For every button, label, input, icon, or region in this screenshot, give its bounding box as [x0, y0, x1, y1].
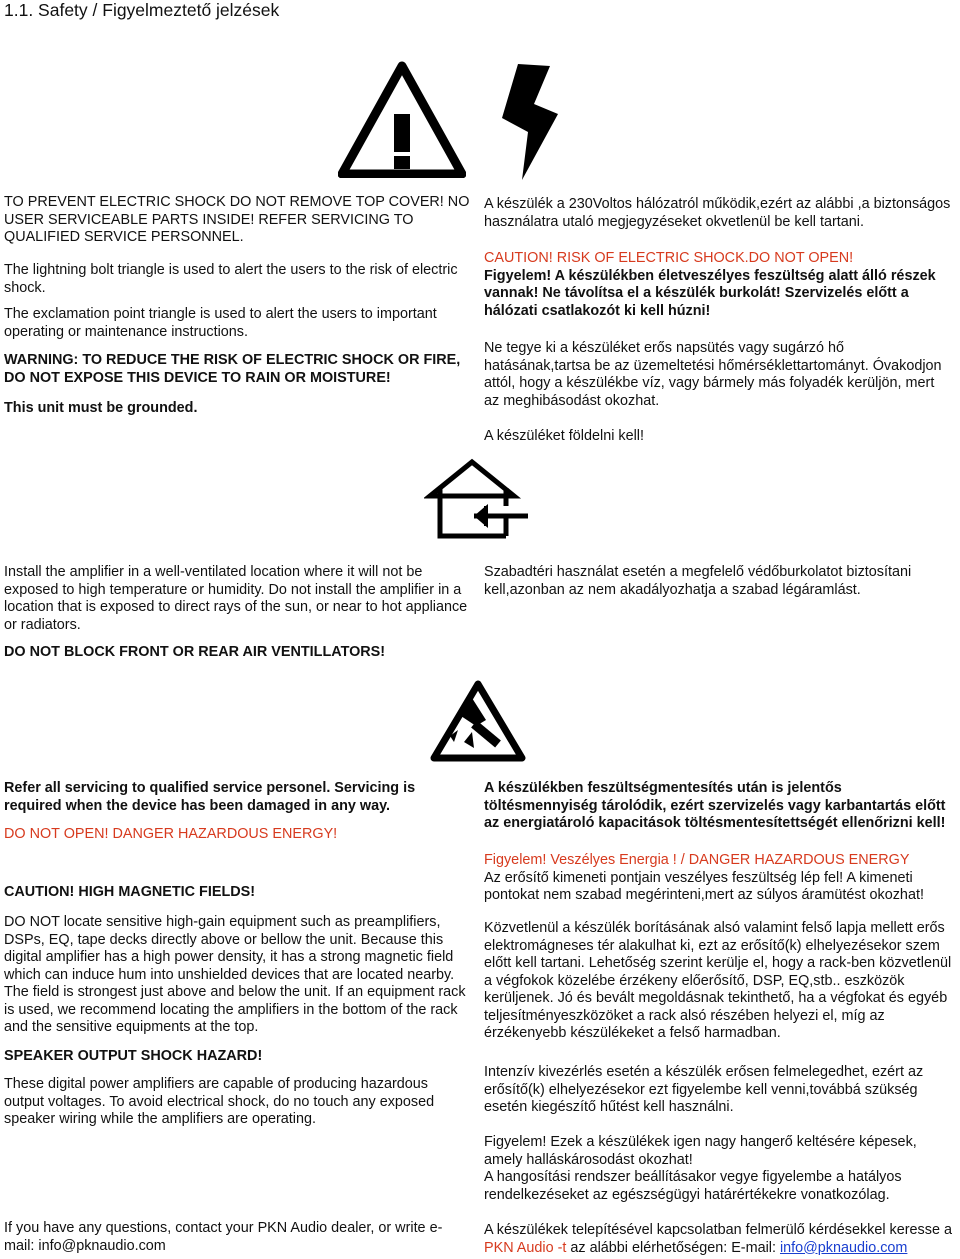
contact-hu: [484, 1222, 952, 1257]
contact-hu-mid: az alábbi elérhetőségen: E-mail:: [570, 1239, 776, 1256]
warning-exclamation-icon: [338, 60, 466, 178]
heat-text: Intenzív kivezérlés esetén a készülék erősen felmelegedhet, ezért az erősítő(k) elhelyezésekor ezt figyelembe kell venni,továbbá szükség esetén kiegészítő hűtést kell használni.: [484, 1064, 924, 1115]
hot-surface-warning-icon: [428, 678, 528, 762]
contact-hu-pre: A készülékek telepítésével kapcsolatban felmerülő kérdésekkel keresse a: [484, 1222, 952, 1238]
loudness-warning: Figyelem! Ezek a készülékek igen nagy hangerő keltésére képesek, amely halláskárosodást okozhat!: [484, 1134, 917, 1168]
install-instructions: Install the amplifier in a well-ventilated location where it will not be exposed to high temperature or humidity. Do not install the amplifier in a location that is exposed to direct rays of the sun, or near to hot appliance or radiators.: [4, 564, 468, 633]
sun-heat-text: Ne tegye ki a készüléket erős napsütés vagy sugárzó hő hatásának,tartsa be az üzemeltetési hőmérséklettartományt. Óvakodjon attól, hogy a készülékbe víz, vagy bármely más folyadék kerüljön, mert az meghibásodást okozhat.: [484, 340, 942, 409]
output-voltage-text: Az erősítő kimeneti pontjain veszélyes feszültség lép fel! A kimeneti pontokat nem szabad megérinteni,mert az súlyos áramütést okozhat!: [484, 869, 924, 903]
page-title: 1.1. Safety / Figyelmeztető jelzések: [4, 0, 280, 20]
do-not-block-warning: DO NOT BLOCK FRONT OR REAR AIR VENTILLATORS!: [4, 644, 386, 660]
speaker-hazard-text: These digital power amplifiers are capable of producing hazardous output voltages. To avoid electrical shock, do no touch any exposed speaker wiring while the amplifiers are operating.: [4, 1076, 435, 1127]
contact-info: If you have any questions, contact your PKN Audio dealer, or write e-mail: info@pknaudio.com: [4, 1220, 443, 1254]
magnetic-fields-title: CAUTION! HIGH MAGNETIC FIELDS!: [4, 884, 256, 900]
exclamation-description: The exclamation point triangle is used to alert the users to important operating or maintenance instructions.: [4, 306, 437, 340]
speaker-hazard-title: SPEAKER OUTPUT SHOCK HAZARD!: [4, 1048, 263, 1064]
shock-cover-warning: TO PREVENT ELECTRIC SHOCK DO NOT REMOVE TOP COVER! NO USER SERVICEABLE PARTS INSIDE! REFER SERVICING TO QUALIFIED SERVICE PERSONNEL.: [4, 194, 470, 245]
loudness-regulation: A hangosítási rendszer beállításakor vegye figyelembe a hatályos rendelkezéseket az egészségügyi határértékekre vonatkozólag.: [484, 1169, 902, 1203]
stored-charge-warning: A készülékben feszültségmentesítés után is jelentős töltésmennyiség tárolódik, ezért szervizelés vagy karbantartás előtt az energiatároló kapacitások töltésmentesítettségét ellenőrizni kell!: [484, 780, 946, 831]
em-field-text: Közvetlenül a készülék borításának alsó valamint felső lapja mellett erős elektromágneses tér alakulhat ki, ezt az erősítő(k) elhelyezésekor szem előtt kell tartani. Lehetőség szerint kerülje el, hogy a rack-ben közvetlenül a végfokok közelébe érzékeny előerősítő, DSP, EQ,stb.. eszközök kerüljenek. Jó és bevált megoldásnak tekinthető, ha a végfokat és egyéb teljesítményeszközöket a rack alsó részében helyezi el, míg az érzékenyebb készülékeket a felső harmadban.: [484, 920, 952, 1041]
contact-brand: PKN Audio -t: [484, 1239, 567, 1256]
rain-moisture-warning: WARNING: TO REDUCE THE RISK OF ELECTRIC SHOCK OR FIRE, DO NOT EXPOSE THIS DEVICE TO RAIN OR MOISTURE!: [4, 352, 461, 386]
figyelem-shock: Figyelem! A készülékben életveszélyes feszültség alatt álló részek vannak! Ne távolítsa el a készülék burkolát! Szervizelés előtt a hálózati csatlakozót ki kell húzni!: [484, 267, 936, 319]
caution-shock-red: CAUTION! RISK OF ELECTRIC SHOCK.DO NOT OPEN!: [484, 250, 854, 266]
email-link[interactable]: info@pknaudio.com: [779, 1239, 908, 1256]
magnetic-fields-text: DO NOT locate sensitive high-gain equipment such as preamplifiers, DSPs, EQ, tape decks directly above or bellow the unit. Because this digital amplifier has a high power density, it has a strong magnetic field which can induce hum into unshielded devices that are located nearby. The field is strongest just above and below the unit. If an equipment rack is used, we recommend locating the amplifiers in the bottom of the rack and the sensitive equipments at the top.: [4, 914, 466, 1035]
ground-house-icon: [424, 458, 534, 540]
foldelni-notice: A készüléket földelni kell!: [484, 428, 644, 444]
grounded-notice: This unit must be grounded.: [4, 400, 198, 416]
lightning-bolt-icon: [498, 62, 568, 182]
do-not-open-warning: DO NOT OPEN! DANGER HAZARDOUS ENERGY!: [4, 826, 338, 842]
danger-energy-red: Figyelem! Veszélyes Energia ! / DANGER HAZARDOUS ENERGY: [484, 852, 910, 868]
lightning-description: The lightning bolt triangle is used to alert the users to the risk of electric shock.: [4, 262, 458, 296]
refer-servicing-notice: Refer all servicing to qualified service personel. Servicing is required when the device has been damaged in any way.: [4, 780, 416, 814]
outdoor-text: Szabadtéri használat esetén a megfelelő védőburkolatot biztosítani kell,azonban az nem akadályozhatja a szabad légáramlást.: [484, 564, 912, 598]
mains-intro: A készülék a 230Voltos hálózatról működik,ezért az alábbi ,a biztonságos használatra utaló megjegyzéseket okvetlenül be kell tartani.: [484, 196, 951, 230]
